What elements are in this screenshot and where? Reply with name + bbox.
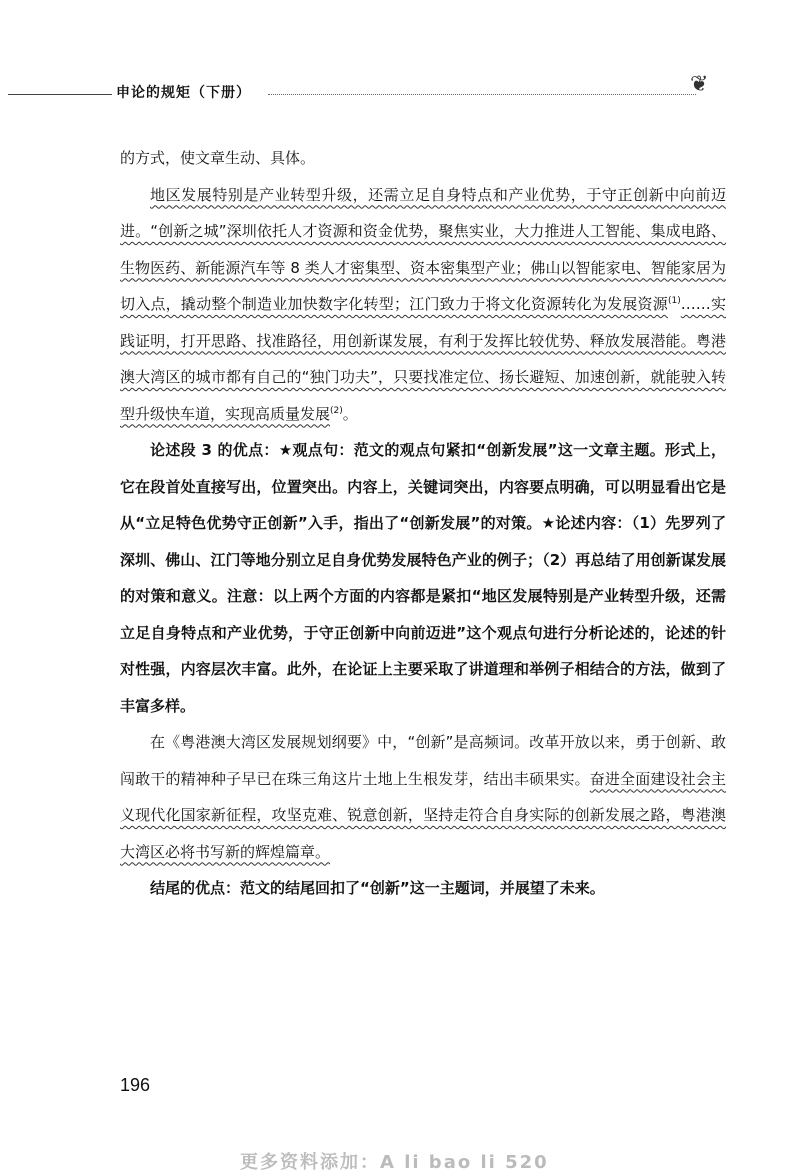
page-number: 196 [120, 1075, 151, 1095]
header-rule-left [8, 94, 112, 95]
footnote-marker-2: (2) [330, 405, 343, 416]
essay-paragraph-3-text: 地区发展特别是产业转型升级，还需立足自身特点和产业优势，于守正创新中向前迈进。“创新之城”深圳依托人才资源和资金优势，聚焦实业，大力推进人工智能、集成电路、生物医药、新能源汽车等 8 类人才密集型、资本密集型产业；佛山以智能家电、智能家居为切入点，撬动整个制造业加快数字化转型；江门致力于将文化资源转化为发展资源 [120, 185, 726, 313]
essay-conclusion-paragraph [120, 724, 726, 870]
header-rule-right [268, 94, 696, 95]
conclusion-underlined-text: 奋进全面建设社会主义现代化国家新征程，攻坚克难、锐意创新，坚持走符合自身实际的创新发展之路，粤港澳大湾区必将书写新的辉煌篇章。 [120, 769, 726, 861]
footnote-marker-1: (1) [668, 296, 681, 306]
paragraph-continuation: 的方式，使文章生动、具体。 [120, 149, 316, 167]
conclusion-text: 在《粤港澳大湾区发展规划纲要》中，“创新”是高频词。改革开放以来，勇于创新、敢闯敢干的精神种子早已在珠三角这片土地上生根发芽，结出丰硕果实。 [120, 733, 726, 788]
essay-paragraph-3 [120, 177, 726, 433]
essay-paragraph-3-end: 。 [342, 404, 358, 423]
page-body [120, 140, 726, 907]
running-header [0, 70, 800, 110]
header-title: 申论的规矩（下册） [116, 85, 251, 101]
analysis-paragraph-3: 论述段 3 的优点：★观点句：范文的观点句紧扣“创新发展”这一文章主题。形式上，它在段首处直接写出，位置突出。内容上，关键词突出，内容要点明确，可以明显看出它是从“立足特色优势守正创新”入手，指出了“创新发展”的对策。★论述内容：（1）先罗列了深圳、佛山、江门等地分别立足自身优势发展特色产业的例子；（2）再总结了用创新谋发展的对策和意义。注意：以上两个方面的内容都是紧扣“地区发展特别是产业转型升级，还需立足自身特点和产业优势，于守正创新中向前迈进”这个观点句进行分析论述的，论述的针对性强，内容层次丰富。此外，在论证上主要采取了讲道理和举例子相结合的方法，做到了丰富多样。 [120, 441, 726, 715]
footer-watermark: 更多资料添加：A li bao li 520 [240, 1152, 549, 1173]
analysis-conclusion: 结尾的优点：范文的结尾回扣了“创新”这一主题词，并展望了未来。 [150, 879, 605, 897]
sprout-ornament-icon: ❦ [690, 72, 709, 97]
essay-paragraph-3-text-cont: ……实践证明，打开思路、找准路径，用创新谋发展，有利于发挥比较优势、释放发展潜能。粤港澳大湾区的城市都有自己的“独门功夫”，只要找准定位、扬长避短、加速创新，就能驶入转型升级快车道，实现高质量发展 [120, 295, 726, 423]
